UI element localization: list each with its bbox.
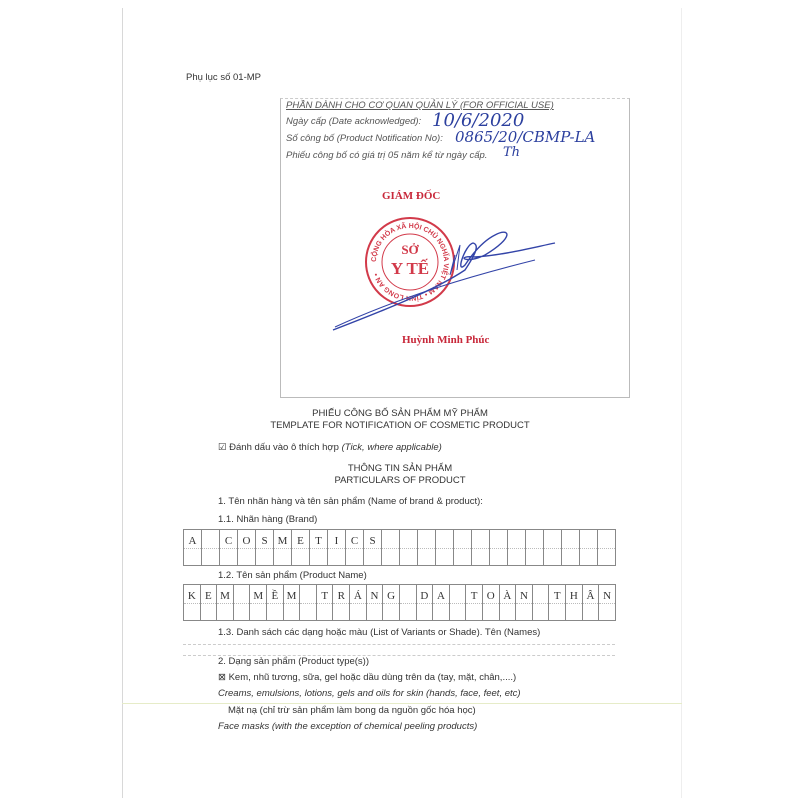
grid-cell [418,530,436,566]
item-1: 1. Tên nhãn hàng và tên sản phẩm (Name of brand & product): [218,496,483,507]
grid-cell [580,530,598,566]
grid-cell: T [317,585,334,621]
type-creams-vi: ⊠ Kem, nhũ tương, sữa, gel hoặc dầu dùng trên da (tay, mặt, chân,....) [218,672,517,683]
grid-cell [508,530,526,566]
grid-cell: N [367,585,384,621]
grid-cell: O [483,585,500,621]
grid-cell: D [417,585,434,621]
signature [325,215,565,335]
grid-cell [454,530,472,566]
official-heading: PHẦN DÀNH CHO CƠ QUAN QUẢN LÝ (FOR OFFICIAL USE) [286,100,554,111]
item-1-2: 1.2. Tên sản phẩm (Product Name) [218,570,367,581]
grid-cell [436,530,454,566]
grid-cell: T [310,530,328,566]
grid-cell [382,530,400,566]
grid-cell: I [328,530,346,566]
grid-cell [400,530,418,566]
grid-cell [526,530,544,566]
number-label: Số công bố (Product Notification No): [286,133,443,144]
date-value: 10/6/2020 [432,110,525,131]
grid-cell: T [549,585,566,621]
type-creams-en: Creams, emulsions, lotions, gels and oils for skin (hands, face, feet, etc) [218,688,521,699]
tick-note [218,442,442,453]
grid-cell: M [274,530,292,566]
grid-cell: Ề [267,585,284,621]
title-en: TEMPLATE FOR NOTIFICATION OF COSMETIC PRODUCT [270,420,530,431]
grid-cell: S [256,530,274,566]
item-1-3: 1.3. Danh sách các dạng hoặc màu (List of Variants or Shade). Tên (Names) [218,627,541,638]
grid-cell [472,530,490,566]
grid-cell [533,585,550,621]
grid-cell: A [433,585,450,621]
brand-grid [183,529,616,566]
grid-cell: E [201,585,218,621]
grid-cell: Â [583,585,600,621]
scan-line [122,703,682,704]
grid-cell [202,530,220,566]
stamp-top: SỞ [401,242,419,257]
title-vi: PHIẾU CÔNG BỐ SẢN PHẨM MỸ PHẨM [312,408,488,419]
grid-cell: A [184,530,202,566]
grid-cell: N [599,585,616,621]
grid-cell: G [383,585,400,621]
item-1-1: 1.1. Nhãn hàng (Brand) [218,514,318,525]
grid-cell [544,530,562,566]
stamp-main: Y TẾ [390,259,430,278]
initials: Th [503,145,521,160]
grid-cell: Á [350,585,367,621]
grid-cell [450,585,467,621]
section-en: PARTICULARS OF PRODUCT [334,475,466,486]
grid-cell: C [346,530,364,566]
tick-note-vi: ☑ Đánh dấu vào ô thích hợp [218,442,339,453]
grid-cell: M [250,585,267,621]
type-masks-en: Face masks (with the exception of chemical peeling products) [218,721,478,732]
grid-cell: H [566,585,583,621]
grid-cell [490,530,508,566]
grid-cell: M [217,585,234,621]
grid-cell [400,585,417,621]
grid-cell: O [238,530,256,566]
director-title: GIÁM ĐỐC [382,190,441,202]
signer-name: Huỳnh Minh Phúc [402,334,490,346]
grid-cell [234,585,251,621]
stamp-ring-text: CỘNG HÒA XÃ HỘI CHỦ NGHĨA VIỆT NAM • TỈNH LONG AN • [370,222,450,302]
section-vi: THÔNG TIN SẢN PHẨM [347,463,453,474]
date-label: Ngày cấp (Date acknowledged): [286,116,422,127]
grid-cell [300,585,317,621]
type-masks-vi: Mặt nạ (chỉ trừ sản phẩm làm bong da nguồn gốc hóa học) [228,705,476,716]
grid-cell: K [184,585,201,621]
grid-cell [598,530,616,566]
item-2: 2. Dạng sản phẩm (Product type(s)) [218,656,370,667]
grid-cell: M [284,585,301,621]
number-value: 0865/20/CBMP-LA [455,128,596,146]
product-name-grid [183,584,616,621]
tick-note-en: (Tick, where applicable) [341,442,442,453]
grid-cell: T [466,585,483,621]
grid-cell [562,530,580,566]
appendix-label: Phụ lục số 01-MP [186,72,261,83]
grid-cell: S [364,530,382,566]
grid-cell: À [500,585,517,621]
grid-cell: N [516,585,533,621]
grid-cell: C [220,530,238,566]
validity-note: Phiếu công bố có giá trị 05 năm kể từ ngày cấp. [286,150,488,161]
grid-cell: R [333,585,350,621]
variants-line [183,644,615,645]
grid-cell: E [292,530,310,566]
